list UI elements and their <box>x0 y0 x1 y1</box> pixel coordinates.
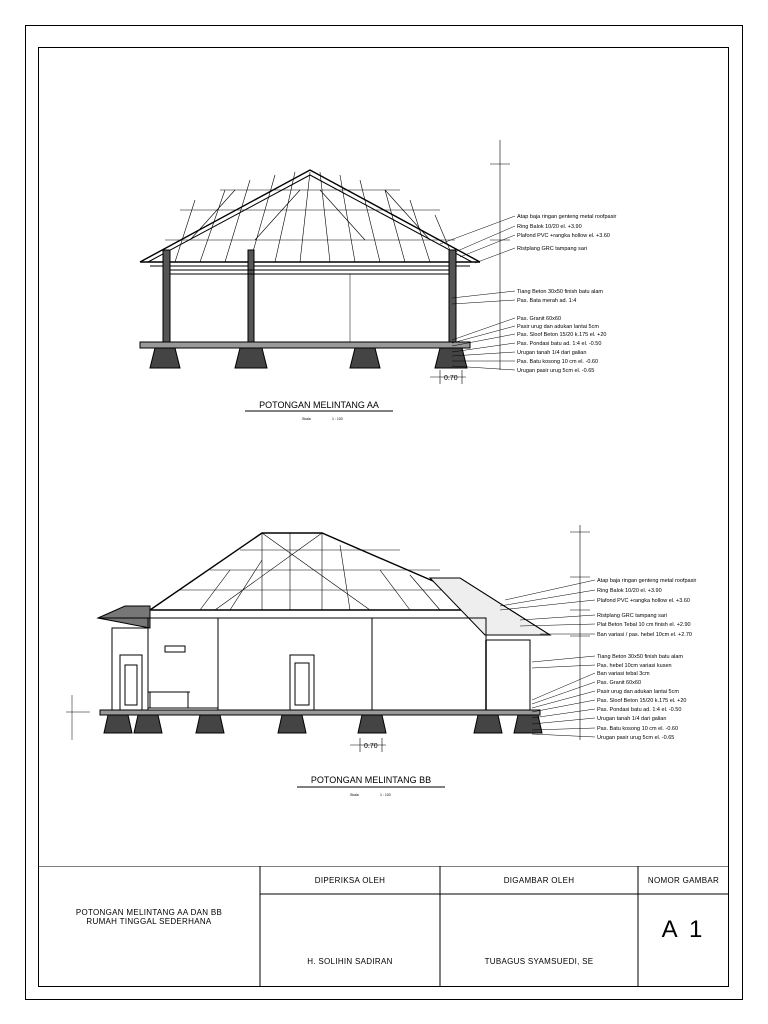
drawing-title-line1: POTONGAN MELINTANG AA DAN BB <box>75 908 223 917</box>
aa-dimension: 0.70 <box>444 375 458 382</box>
bb-note-14: Urugan tanah 1/4 dari galian <box>597 716 667 722</box>
title-block <box>38 866 729 987</box>
checked-by-name: H. SOLIHIN SADIRAN <box>307 957 393 966</box>
aa-note-11: Urugan tanah 1/4 dari galian <box>517 350 587 356</box>
section-bb-drawing <box>0 440 768 820</box>
bb-note-15: Pas. Batu kosong 10 cm el. -0.60 <box>597 726 679 732</box>
bb-note-13: Pas. Pondasi batu ad. 1:4 el. -0.50 <box>597 707 682 713</box>
bb-note-4: Ristplang GRC tampang sari <box>597 613 668 619</box>
aa-scale-value: 1 : 100 <box>332 417 343 421</box>
aa-note-10: Pas. Pondasi batu ad. 1:4 el. -0.50 <box>517 341 602 347</box>
aa-note-4: Ristplang GRC tampang sari <box>517 246 588 252</box>
aa-note-5: Tiang Beton 30x50 finish batu alam <box>517 289 604 295</box>
aa-note-12: Pas. Batu kosong 10 cm el. -0.60 <box>517 359 599 365</box>
bb-note-5: Plat Beton Tebal 10 cm finish el. +2.90 <box>597 622 691 628</box>
bb-note-3: Plafond PVC +rangka hollow el. +3.60 <box>597 598 690 604</box>
aa-note-13: Urugan pasir urug 5cm el. -0.65 <box>517 368 595 374</box>
sheet-number-label: NOMOR GAMBAR <box>647 876 720 885</box>
aa-note-3: Plafond PVC +rangka hollow el. +3.60 <box>517 233 610 239</box>
bb-note-1: Atap baja ringan genteng metal roofpasir <box>597 578 697 584</box>
aa-scale-label: Skala <box>302 417 311 421</box>
bb-note-10: Pas. Granit 60x60 <box>597 680 642 686</box>
aa-note-9: Pas. Sloof Beton 15/20 k.175 el. +20 <box>517 332 607 338</box>
bb-scale-value: 1 : 100 <box>380 793 391 797</box>
aa-section-title: POTONGAN MELINTANG AA <box>259 400 379 410</box>
aa-note-2: Ring Balok 10/20 el. +3.90 <box>517 224 582 230</box>
aa-note-8: Pasir urug dan adukan lantai 5cm <box>517 324 599 330</box>
drawing-title-line2: RUMAH TINGGAL SEDERHANA <box>86 917 212 926</box>
drawn-by-label: DIGAMBAR OLEH <box>503 876 575 885</box>
aa-note-6: Pas. Bata merah ad. 1:4 <box>517 298 577 304</box>
bb-note-12: Pas. Sloof Beton 15/20 k.175 el. +20 <box>597 698 687 704</box>
checked-by-label: DIPERIKSA OLEH <box>314 876 386 885</box>
bb-note-2: Ring Balok 10/20 el. +3.90 <box>597 588 662 594</box>
bb-section-title: POTONGAN MELINTANG BB <box>310 775 432 785</box>
aa-note-7: Pas. Granit 60x60 <box>517 316 562 322</box>
bb-note-6: Ban variasi / pas. hebel 10cm el. +2.70 <box>597 632 692 638</box>
bb-note-8: Pas. hebel 10cm variasi kusen <box>597 663 672 669</box>
sheet-number: A 1 <box>661 916 706 943</box>
bb-scale-label: Skala <box>350 793 359 797</box>
drawing-title <box>38 908 260 926</box>
bb-dimension: 0.70 <box>364 743 378 750</box>
bb-note-16: Urugan pasir urug 5cm el. -0.65 <box>597 735 675 741</box>
bb-note-9: Ban variasi tebal 3cm <box>597 671 650 677</box>
drawn-by-name: TUBAGUS SYAMSUEDI, SE <box>484 957 594 966</box>
aa-note-1: Atap baja ringan genteng metal roofpasir <box>517 214 617 220</box>
section-aa-drawing <box>0 0 768 440</box>
bb-note-7: Tiang Beton 30x50 finish batu alam <box>597 654 684 660</box>
bb-note-11: Pasir urug dan adukan lantai 5cm <box>597 689 679 695</box>
